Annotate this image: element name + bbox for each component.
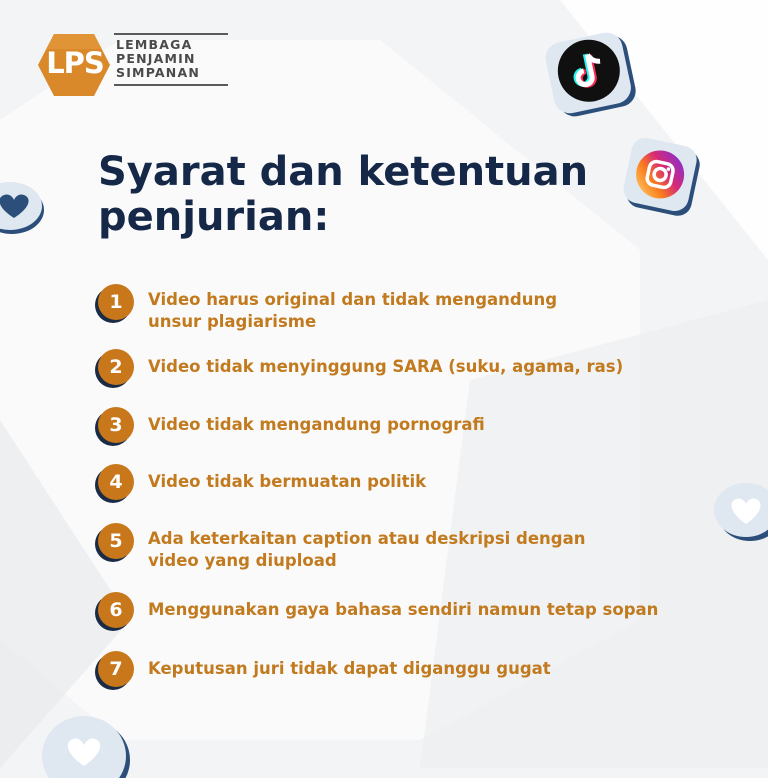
list-item-1 <box>98 284 557 333</box>
list-item-text-line-2: unsur plagiarisme <box>148 312 317 331</box>
number-badge: 1 <box>98 284 134 320</box>
title-line-2: penjurian: <box>98 194 330 240</box>
list-item-text-line-1: Video harus original dan tidak mengandung <box>148 290 558 309</box>
number-badge: 7 <box>98 651 134 687</box>
list-item-text-line-1: Ada keterkaitan caption atau deskripsi dengan <box>148 529 586 548</box>
list-item-text <box>148 289 557 333</box>
tiktok-icon <box>540 30 646 122</box>
list-item-text <box>148 658 551 680</box>
title-line-1: Syarat dan ketentuan <box>98 149 589 195</box>
list-item-text-line-1: Video tidak menyinggung SARA (suku, agama, ras) <box>148 357 624 376</box>
list-item-text <box>148 356 623 378</box>
number-badge: 6 <box>98 592 134 628</box>
list-item-text <box>148 599 658 621</box>
number-badge: 2 <box>98 349 134 385</box>
logo-word-penjamin: PENJAMIN <box>116 51 196 66</box>
list-item-text <box>148 528 585 572</box>
list-item-text <box>148 471 426 493</box>
heart-icon <box>0 176 48 236</box>
number-badge: 3 <box>98 407 134 443</box>
page-title <box>98 150 588 240</box>
list-item-text-line-2: video yang diupload <box>148 551 337 570</box>
list-item-text <box>148 414 485 436</box>
list-item-4 <box>98 464 426 500</box>
heart-icon <box>712 478 768 544</box>
list-item-text-line-1: Keputusan juri tidak dapat diganggu gugat <box>148 659 551 678</box>
instagram-icon <box>616 134 708 226</box>
logo-word-simpanan: SIMPANAN <box>116 65 200 80</box>
list-item-text-line-1: Video tidak mengandung pornografi <box>148 415 485 434</box>
logo-divider-top <box>114 33 228 35</box>
list-item-2 <box>98 349 623 385</box>
lps-logo <box>36 32 201 98</box>
lps-logo-letters: LPS <box>46 46 104 80</box>
list-item-text-line-1: Menggunakan gaya bahasa sendiri namun tetap sopan <box>148 600 659 619</box>
list-item-text-line-1: Video tidak bermuatan politik <box>148 472 427 491</box>
list-item-3 <box>98 407 485 443</box>
logo-divider-bottom <box>114 84 228 86</box>
list-item-6 <box>98 592 658 628</box>
number-badge: 4 <box>98 464 134 500</box>
list-item-7 <box>98 651 551 687</box>
list-item-5 <box>98 523 585 572</box>
logo-word-lembaga: LEMBAGA <box>116 37 193 52</box>
number-badge: 5 <box>98 523 134 559</box>
